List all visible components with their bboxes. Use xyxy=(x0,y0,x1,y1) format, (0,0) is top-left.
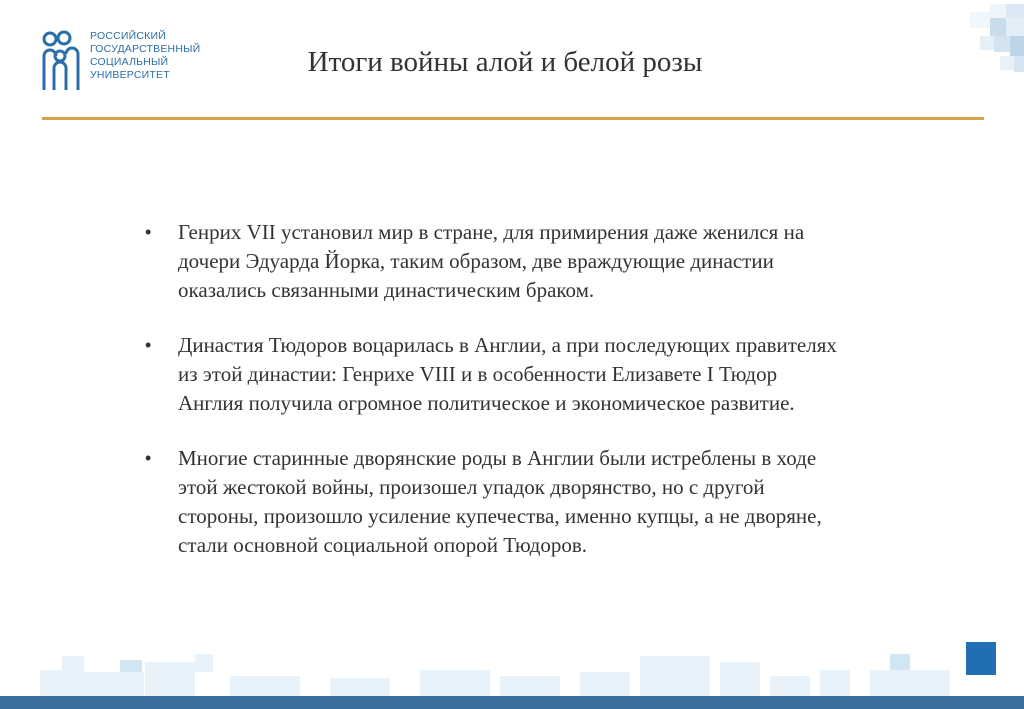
bullet-list xyxy=(145,218,845,586)
footer-bar xyxy=(0,696,1024,709)
bullet-item xyxy=(145,331,845,418)
bullet-text: Династия Тюдоров воцарилась в Англии, а при последующих правителях из этой династии: Генрихе VIII и в особенности Елизавете I Тюдор Англия получила огромное политическое и экономическое развитие. xyxy=(178,333,837,415)
bullet-dot: • xyxy=(145,222,152,242)
logo-line: ГОСУДАРСТВЕННЫЙ xyxy=(90,43,201,55)
bullet-text: Многие старинные дворянские роды в Англии были истреблены в ходе этой жестокой войны, произошел упадок дворянство, но с другой стороны, произошло усиление купечества, именно купцы, а не дворяне, стали основной социальной опорой Тюдоров. xyxy=(178,446,822,557)
bullet-dot: • xyxy=(145,335,152,355)
logo-line: РОССИЙСКИЙ xyxy=(90,30,166,42)
title-divider xyxy=(42,117,984,120)
bullet-item xyxy=(145,444,845,560)
slide-title: Итоги войны алой и белой розы xyxy=(307,46,703,78)
logo-line: СОЦИАЛЬНЫЙ xyxy=(90,56,169,68)
slide-corner-square xyxy=(966,642,996,675)
bullet-dot: • xyxy=(145,448,152,468)
bullet-text: Генрих VII установил мир в стране, для примирения даже женился на дочери Эдуарда Йорка, таким образом, две враждующие династии оказались связанными династическим браком. xyxy=(178,220,805,302)
bullet-item xyxy=(145,218,845,305)
logo-line: УНИВЕРСИТЕТ xyxy=(90,69,170,81)
